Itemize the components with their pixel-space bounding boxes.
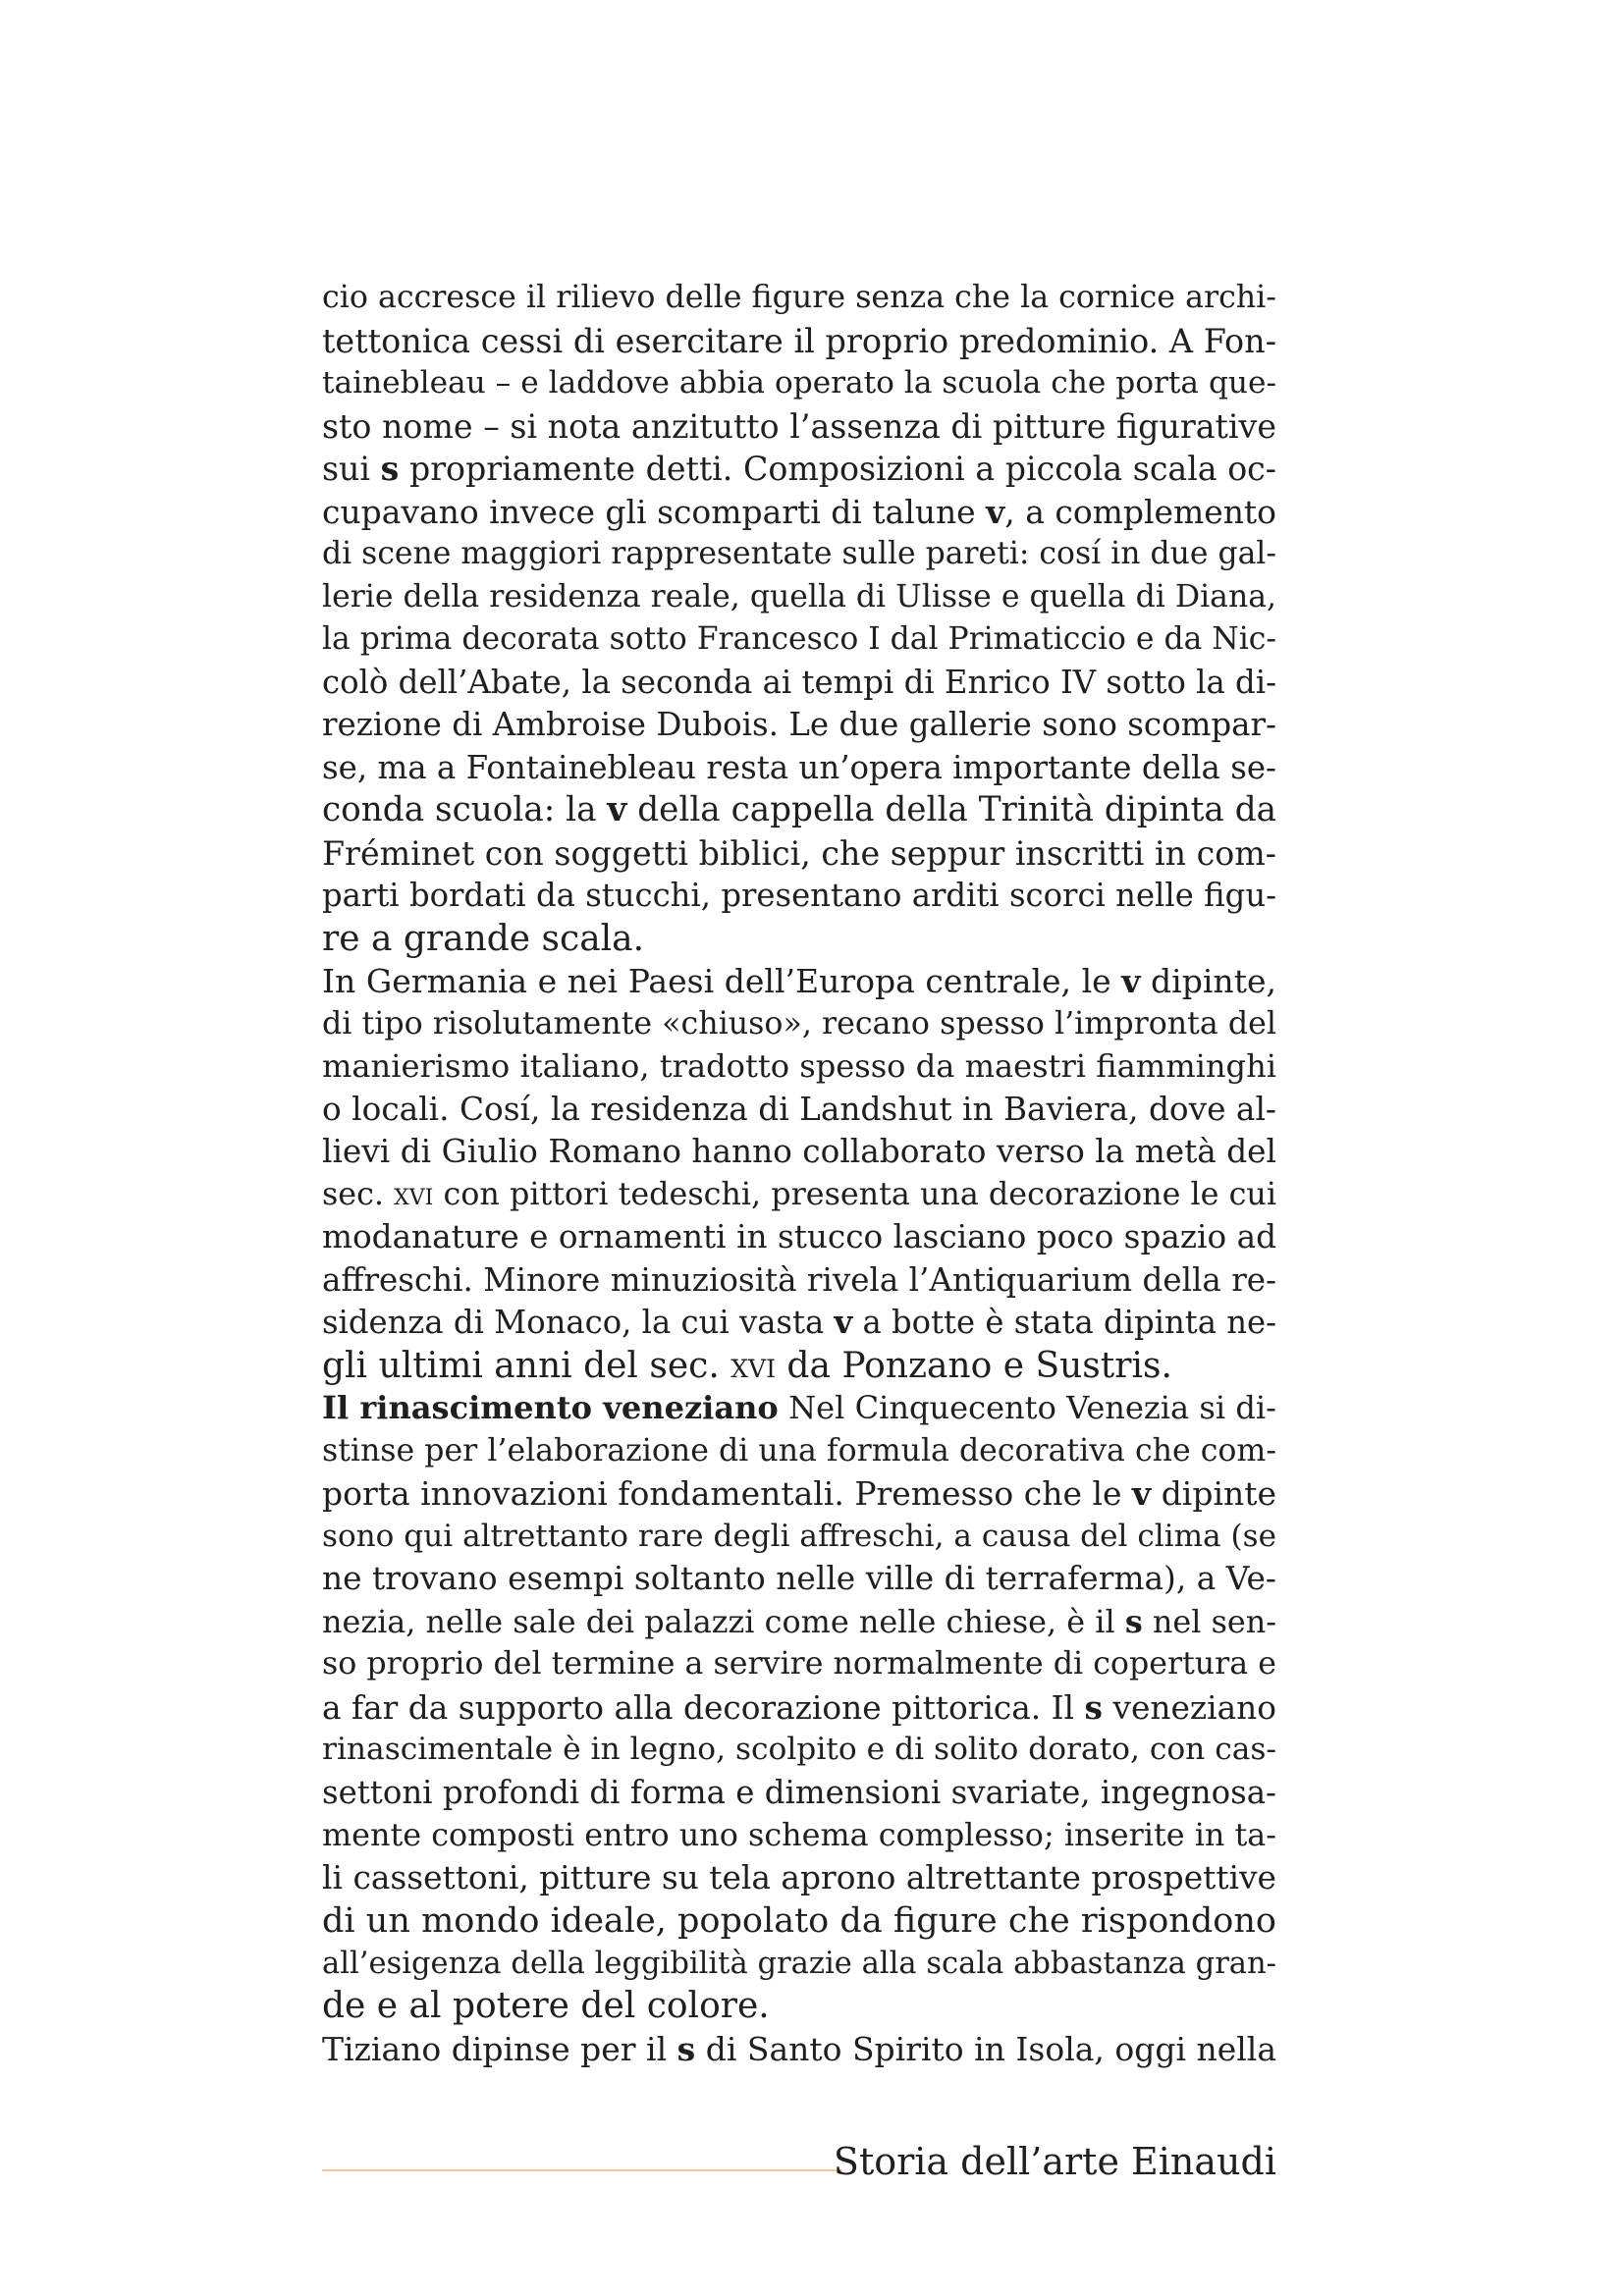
- text-line: manierismo italiano, tradotto spesso da maestri fiamminghi: [322, 1047, 1276, 1085]
- century-numeral: xvi: [394, 1176, 434, 1212]
- bold-abbreviation: v: [834, 1304, 853, 1341]
- text-line: a far da supporto alla decorazione pittorica. Il s veneziano: [322, 1687, 1277, 1727]
- text-line: sidenza di Monaco, la cui vasta v a botte è stata dipinta ne-: [322, 1304, 1276, 1341]
- bold-abbreviation: s: [1084, 1687, 1103, 1727]
- text-line: gli ultimi anni del sec. xvi da Ponzano e Sustris.: [322, 1345, 1172, 1386]
- text-line: de e al potere del colore.: [322, 1986, 770, 2026]
- text-line: ne trovano esempi soltanto nelle ville di terraferma), a Ve-: [322, 1560, 1276, 1597]
- bold-abbreviation: s: [380, 450, 400, 488]
- bold-abbreviation: v: [1121, 962, 1141, 1000]
- text-line: o locali. Cosí, la residenza di Landshut in Baviera, dove al-: [322, 1090, 1276, 1128]
- text-line: sono qui altrettanto rare degli affreschi, a causa del clima (se: [322, 1518, 1276, 1554]
- section-heading: Il rinascimento veneziano: [322, 1389, 779, 1426]
- text-line: porta innovazioni fondamentali. Premesso che le v dipinte: [322, 1474, 1276, 1513]
- text-line: Tiziano dipinse per il s di Santo Spirito in Isola, oggi nella: [322, 2029, 1276, 2068]
- bold-abbreviation: s: [1124, 1602, 1143, 1640]
- text-line: rinascimentale è in legno, scolpito e di solito dorato, con cas-: [322, 1732, 1276, 1767]
- body-text: [322, 277, 1276, 2070]
- bold-abbreviation: v: [1132, 1474, 1152, 1513]
- text-line: di tipo risolutamente «chiuso», recano spesso l’impronta del: [322, 1005, 1276, 1041]
- text-line: lerie della residenza reale, quella di Ulisse e quella di Diana,: [322, 578, 1276, 614]
- page-footer: [322, 2140, 1276, 2189]
- text-line: colò dell’Abate, la seconda ai tempi di Enrico IV sotto la di-: [322, 663, 1276, 701]
- text-line: stinse per l’elaborazione di una formula decorativa che com-: [322, 1432, 1276, 1468]
- text-line: li cassettoni, pitture su tela aprono altrettante prospettive: [322, 1858, 1276, 1896]
- text-line: re a grande scala.: [322, 918, 645, 959]
- text-line: sui s propriamente detti. Composizioni a piccola scala oc-: [322, 450, 1276, 488]
- text-line: affreschi. Minore minuziosità rivela l’Antiquarium della re-: [322, 1260, 1276, 1299]
- text-line: In Germania e nei Paesi dell’Europa centrale, le v dipinte,: [322, 962, 1276, 1000]
- text-line: parti bordati da stucchi, presentano arditi scorci nelle figu-: [322, 877, 1276, 914]
- century-numeral: xvi: [730, 1345, 776, 1386]
- text-line: conda scuola: la v della cappella della Trinità dipinta da: [322, 790, 1276, 829]
- bold-abbreviation: v: [986, 492, 1005, 531]
- text-line: modanature e ornamenti in stucco lasciano poco spazio ad: [322, 1218, 1276, 1255]
- bold-abbreviation: v: [607, 790, 627, 829]
- text-line: di scene maggiori rappresentate sulle pareti: cosí in due gal-: [322, 536, 1276, 571]
- text-line: di un mondo ideale, popolato da figure che rispondono: [322, 1900, 1276, 1941]
- text-line: settoni profondi di forma e dimensioni svariate, ingegnosa-: [322, 1773, 1276, 1811]
- text-line: se, ma a Fontainebleau resta un’opera importante della se-: [322, 748, 1276, 786]
- text-line: all’esigenza della leggibilità grazie alla scala abbastanza gran-: [322, 1946, 1276, 1981]
- text-line: sec. xvi con pittori tedeschi, presenta una decorazione le cui: [322, 1176, 1276, 1212]
- bold-abbreviation: s: [676, 2029, 696, 2068]
- text-line: cupavano invece gli scomparti di talune v, a complemento: [322, 492, 1276, 531]
- text-line: tainebleau – e laddove abbia operato la scuola che porta que-: [322, 365, 1276, 400]
- text-line: cio accresce il rilievo delle figure senza che la cornice archi-: [322, 280, 1276, 315]
- text-line: mente composti entro uno schema complesso; inserite in ta-: [322, 1817, 1276, 1853]
- text-line: Fréminet con soggetti biblici, che seppur inscritti in com-: [322, 833, 1276, 873]
- text-line: Il rinascimento veneziano Nel Cinquecento Venezia si di-: [322, 1389, 1276, 1426]
- text-line: tettonica cessi di esercitare il proprio predominio. A Fon-: [322, 321, 1276, 360]
- footer-title: Storia dell’arte Einaudi: [833, 2140, 1276, 2183]
- text-line: lievi di Giulio Romano hanno collaborato verso la metà del: [322, 1133, 1276, 1170]
- text-line: rezione di Ambroise Dubois. Le due gallerie sono scompar-: [322, 706, 1276, 743]
- footer-rule: [322, 2169, 842, 2171]
- text-line: so proprio del termine a servire normalmente di copertura e: [322, 1646, 1276, 1682]
- text-line: sto nome – si nota anzitutto l’assenza di pitture figurative: [322, 406, 1276, 446]
- text-line: la prima decorata sotto Francesco I dal Primaticcio e da Nic-: [322, 621, 1276, 657]
- text-line: nezia, nelle sale dei palazzi come nelle chiese, è il s nel sen-: [322, 1602, 1276, 1640]
